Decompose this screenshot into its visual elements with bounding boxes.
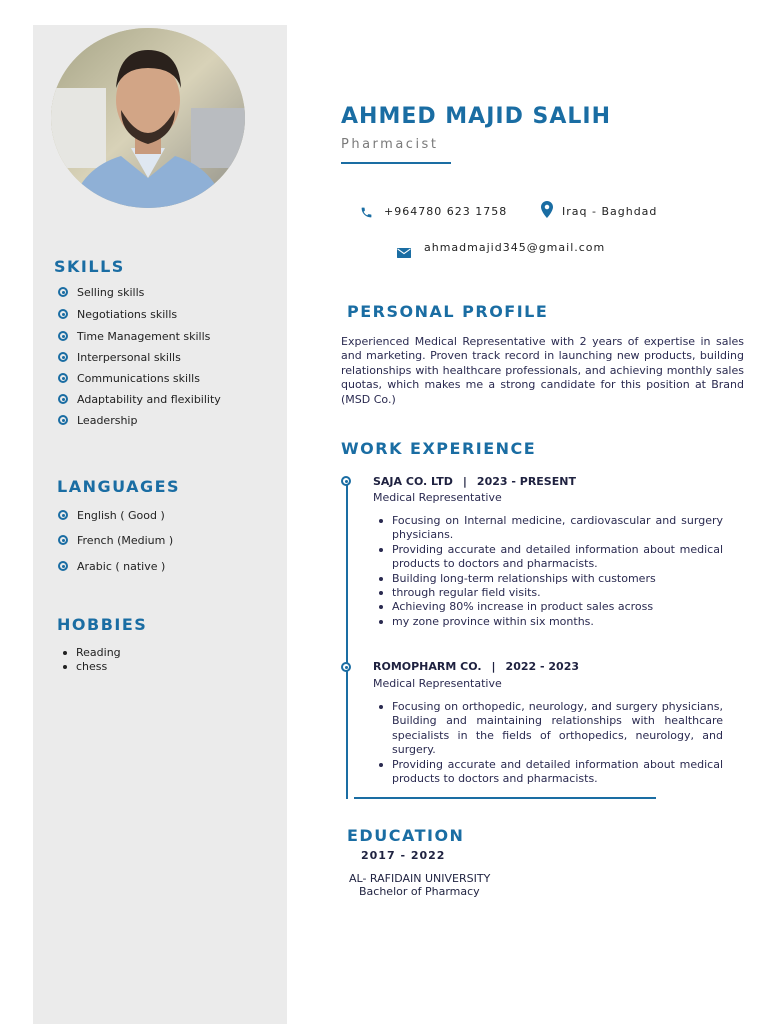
bullet-icon <box>58 287 68 297</box>
skill-item: Negotiations skills <box>58 308 221 330</box>
education-university: AL- RAFIDAIN UNIVERSITY <box>349 872 491 885</box>
timeline-line <box>346 483 348 799</box>
job-bullets <box>377 700 723 786</box>
location-text: Iraq - Baghdad <box>562 205 658 218</box>
job-role: Medical Representative <box>373 491 502 504</box>
bullet-icon <box>58 352 68 362</box>
job-period: 2023 - PRESENT <box>476 475 576 488</box>
hobby-item: chess <box>60 660 121 674</box>
skill-item: Selling skills <box>58 286 221 308</box>
timeline-dot-icon <box>341 662 351 672</box>
languages-list <box>58 509 173 582</box>
timeline-dot-icon <box>341 476 351 486</box>
person-name: AHMED MAJID SALIH <box>341 104 611 129</box>
timeline-end-line <box>354 797 656 799</box>
language-item: Arabic ( native ) <box>58 560 173 582</box>
job-separator: | <box>462 475 467 488</box>
hobbies-heading: HOBBIES <box>57 615 148 634</box>
job-bullet: through regular field visits. <box>377 586 723 600</box>
bullet-icon <box>58 415 68 425</box>
job-header <box>373 660 579 673</box>
bullet-icon <box>58 535 68 545</box>
job-header <box>373 475 576 488</box>
bullet-icon <box>58 373 68 383</box>
email-link[interactable]: ahmadmajid345@gmail.com <box>424 241 606 254</box>
job-separator: | <box>491 660 496 673</box>
job-title: Pharmacist <box>341 137 439 152</box>
job-bullet: Achieving 80% increase in product sales across <box>377 600 723 614</box>
bullet-icon <box>58 331 68 341</box>
job-bullet: Providing accurate and detailed information about medical products to doctors and pharmacists. <box>377 543 723 572</box>
profile-photo <box>51 28 245 208</box>
hobby-item: Reading <box>60 646 121 660</box>
title-underline <box>341 162 451 164</box>
phone-number: +964780 623 1758 <box>384 205 508 218</box>
job-bullets <box>377 514 723 629</box>
job-bullet: Building long-term relationships with customers <box>377 572 723 586</box>
location-pin-icon <box>541 201 553 222</box>
education-degree: Bachelor of Pharmacy <box>359 885 480 898</box>
profile-heading: PERSONAL PROFILE <box>347 302 549 321</box>
language-item: French (Medium ) <box>58 534 173 560</box>
job-bullet: my zone province within six months. <box>377 615 723 629</box>
bullet-icon <box>58 510 68 520</box>
job-period: 2022 - 2023 <box>505 660 580 673</box>
skill-item: Adaptability and flexibility <box>58 393 221 414</box>
skill-item: Communications skills <box>58 372 221 393</box>
hobbies-list <box>60 646 121 674</box>
bullet-icon <box>58 394 68 404</box>
education-heading: EDUCATION <box>347 826 465 845</box>
education-years: 2017 - 2022 <box>361 849 446 862</box>
skill-item: Time Management skills <box>58 330 221 351</box>
job-company: SAJA CO. LTD <box>373 475 453 488</box>
job-company: ROMOPHARM CO. <box>373 660 482 673</box>
language-item: English ( Good ) <box>58 509 173 534</box>
bullet-icon <box>58 561 68 571</box>
work-heading: WORK EXPERIENCE <box>341 439 537 458</box>
bullet-icon <box>58 309 68 319</box>
profile-text: Experienced Medical Representative with 2 years of expertise in sales and marketing. Proven track record in launching new products, building relationships with healthcare professionals, and achieving monthly sales quotas, which makes me a strong candidate for this position at Brand (MSD Co.) <box>341 335 744 406</box>
job-bullet: Focusing on Internal medicine, cardiovascular and surgery physicians. <box>377 514 723 543</box>
job-bullet: Providing accurate and detailed information about medical products to doctors and pharmacists. <box>377 758 723 787</box>
job-bullet: Focusing on orthopedic, neurology, and surgery physicians, Building and maintaining relationships with healthcare specialists in the fields of orthopedics, neurology, and surgery. <box>377 700 723 758</box>
skills-heading: SKILLS <box>54 257 125 276</box>
mail-icon <box>397 243 411 262</box>
phone-icon <box>360 204 373 223</box>
languages-heading: LANGUAGES <box>57 477 181 496</box>
skill-item: Interpersonal skills <box>58 351 221 372</box>
job-role: Medical Representative <box>373 677 502 690</box>
skills-list <box>58 286 221 435</box>
skill-item: Leadership <box>58 414 221 435</box>
